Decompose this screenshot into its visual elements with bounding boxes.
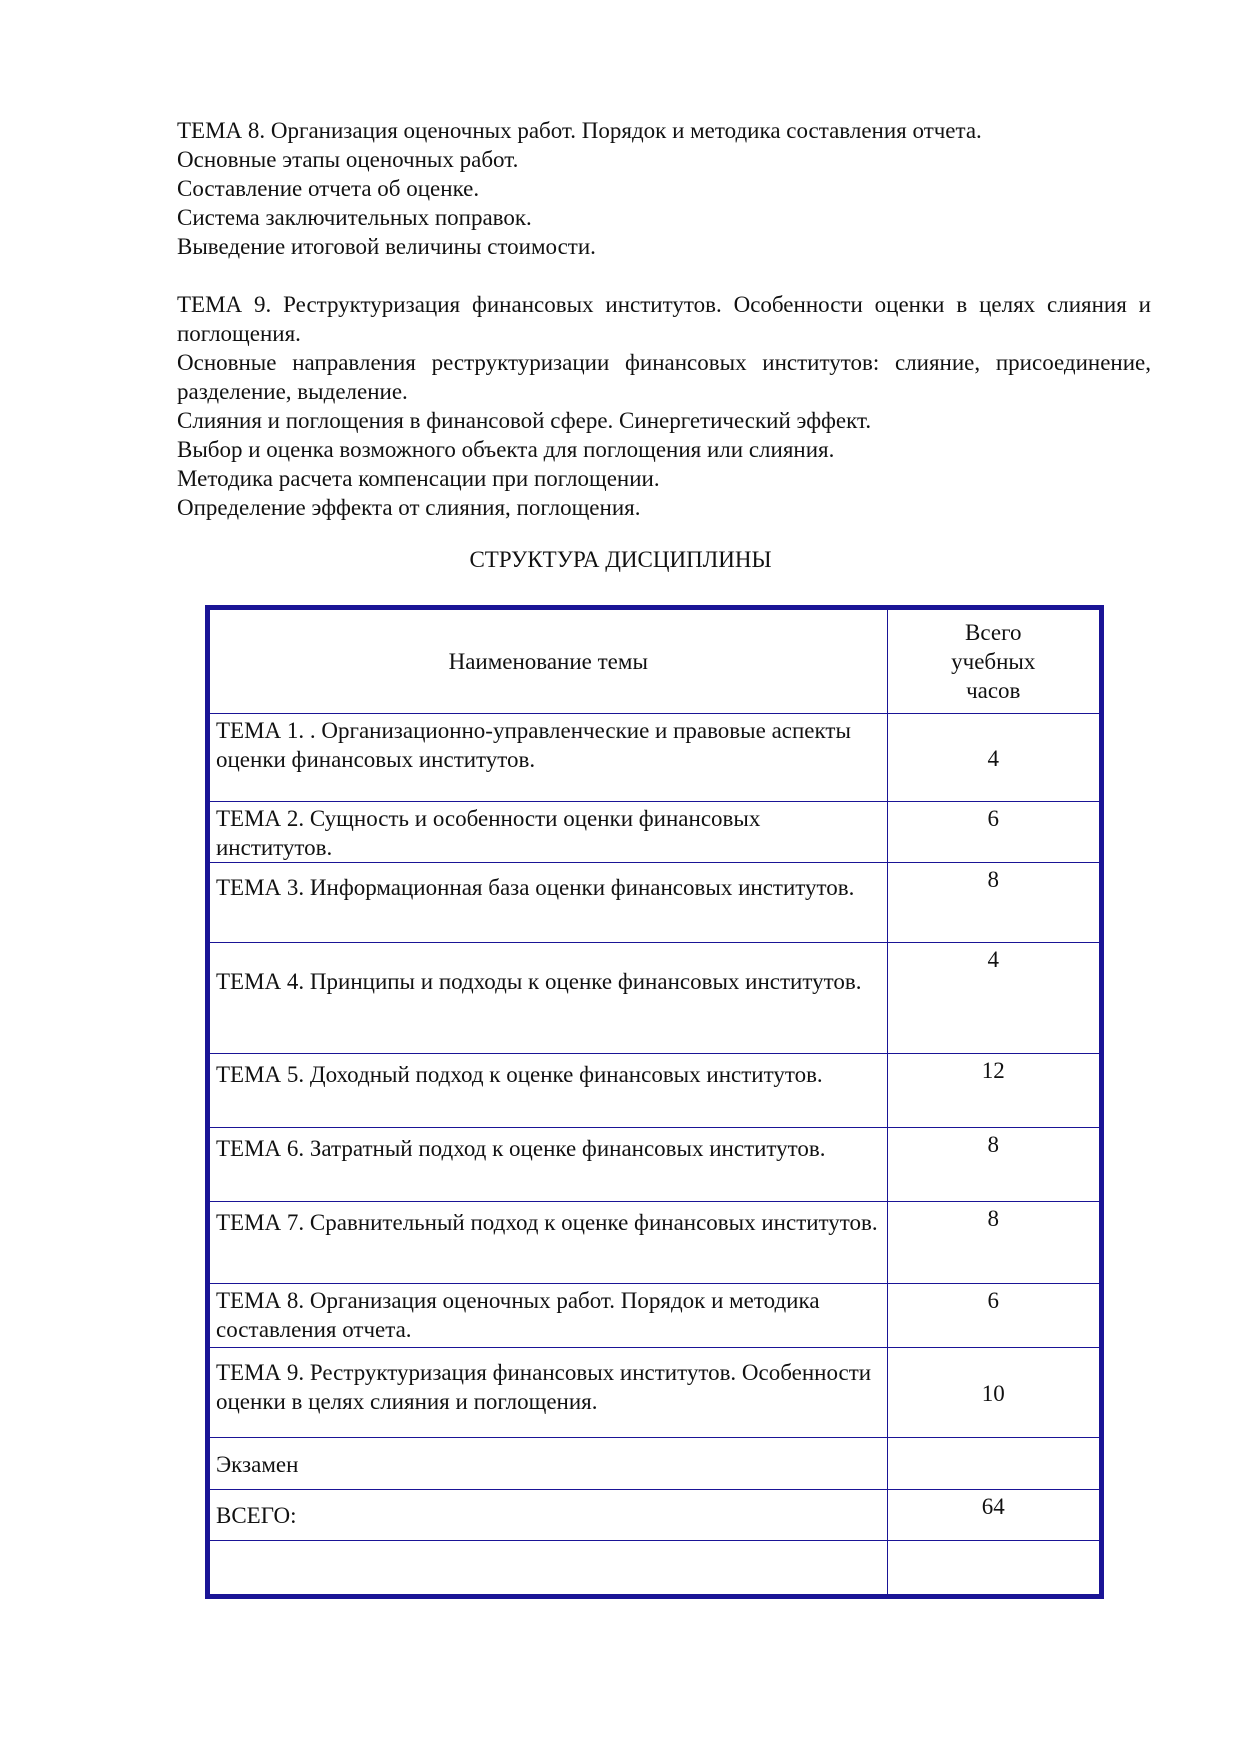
topic-9-directions: Основные направления реструктуризации финансовых институтов: слияние, присоединение, разделение, выделение. [177, 350, 1151, 404]
table-row [210, 801, 1099, 862]
exam-name-cell: Экзамен [210, 1437, 887, 1489]
topic-9-line: Определение эффекта от слияния, поглощения. [177, 495, 641, 520]
table-row [210, 1283, 1099, 1347]
header-total-hours: Всего учебных часов [887, 610, 1099, 713]
topic-hours-cell: 12 [887, 1053, 1099, 1127]
table-row [210, 1540, 1099, 1596]
table-row [210, 1437, 1099, 1489]
exam-hours-cell [887, 1437, 1099, 1489]
topic-hours-cell: 8 [887, 1127, 1099, 1201]
table-header-row [210, 610, 1099, 713]
total-hours-cell: 64 [887, 1489, 1099, 1540]
topic-hours-cell: 8 [887, 1201, 1099, 1283]
topic-name-cell: ТЕМА 3. Информационная база оценки финансовых институтов. [210, 862, 887, 942]
topic-name-cell: ТЕМА 2. Сущность и особенности оценки финансовых институтов. [210, 801, 887, 862]
document-body [177, 116, 1151, 522]
topic-8-title: ТЕМА 8. Организация оценочных работ. Порядок и методика составления отчета. [177, 118, 982, 143]
structure-table-grid [210, 610, 1099, 1596]
topic-9-line: Методика расчета компенсации при поглощении. [177, 466, 660, 491]
topic-8-section [177, 116, 1151, 261]
table-row [210, 1347, 1099, 1437]
topic-name-cell: ТЕМА 5. Доходный подход к оценке финансовых институтов. [210, 1053, 887, 1127]
paragraph-gap [177, 261, 1151, 290]
topic-8-line: Система заключительных поправок. [177, 205, 532, 230]
table-row [210, 862, 1099, 942]
topic-9-line: Слияния и поглощения в финансовой сфере. Синергетический эффект. [177, 408, 872, 433]
table-row [210, 1127, 1099, 1201]
topic-hours-cell: 8 [887, 862, 1099, 942]
topic-name-cell: ТЕМА 1. . Организационно-управленческие и правовые аспекты оценки финансовых институтов. [210, 713, 887, 801]
total-name-cell: ВСЕГО: [210, 1489, 887, 1540]
table-row [210, 1053, 1099, 1127]
structure-title: СТРУКТУРА ДИСЦИПЛИНЫ [469, 547, 772, 572]
topic-9-section [177, 290, 1151, 522]
topic-hours-cell: 4 [887, 713, 1099, 801]
table-row [210, 713, 1099, 801]
header-topic-name: Наименование темы [210, 610, 887, 713]
table-row [210, 1201, 1099, 1283]
empty-name-cell [210, 1540, 887, 1596]
topic-8-line: Составление отчета об оценке. [177, 176, 480, 201]
topic-hours-cell: 6 [887, 801, 1099, 862]
topic-name-cell: ТЕМА 6. Затратный подход к оценке финансовых институтов. [210, 1127, 887, 1201]
topic-name-cell: ТЕМА 9. Реструктуризация финансовых институтов. Особенности оценки в целях слияния и поглощения. [210, 1347, 887, 1437]
topic-hours-cell: 4 [887, 942, 1099, 1053]
topic-hours-cell: 6 [887, 1283, 1099, 1347]
table-row [210, 1489, 1099, 1540]
structure-table [205, 605, 1104, 1599]
topic-8-line: Основные этапы оценочных работ. [177, 147, 519, 172]
empty-hours-cell [887, 1540, 1099, 1596]
topic-8-line: Выведение итоговой величины стоимости. [177, 234, 596, 259]
topic-9-title: ТЕМА 9. Реструктуризация финансовых институтов. Особенности оценки в целях слияния и поглощения. [177, 292, 1151, 346]
topic-9-line: Выбор и оценка возможного объекта для поглощения или слияния. [177, 437, 835, 462]
topic-name-cell: ТЕМА 7. Сравнительный подход к оценке финансовых институтов. [210, 1201, 887, 1283]
topic-name-cell: ТЕМА 4. Принципы и подходы к оценке финансовых институтов. [210, 942, 887, 1053]
table-row [210, 942, 1099, 1053]
topic-hours-cell: 10 [887, 1347, 1099, 1437]
topic-name-cell: ТЕМА 8. Организация оценочных работ. Порядок и методика составления отчета. [210, 1283, 887, 1347]
